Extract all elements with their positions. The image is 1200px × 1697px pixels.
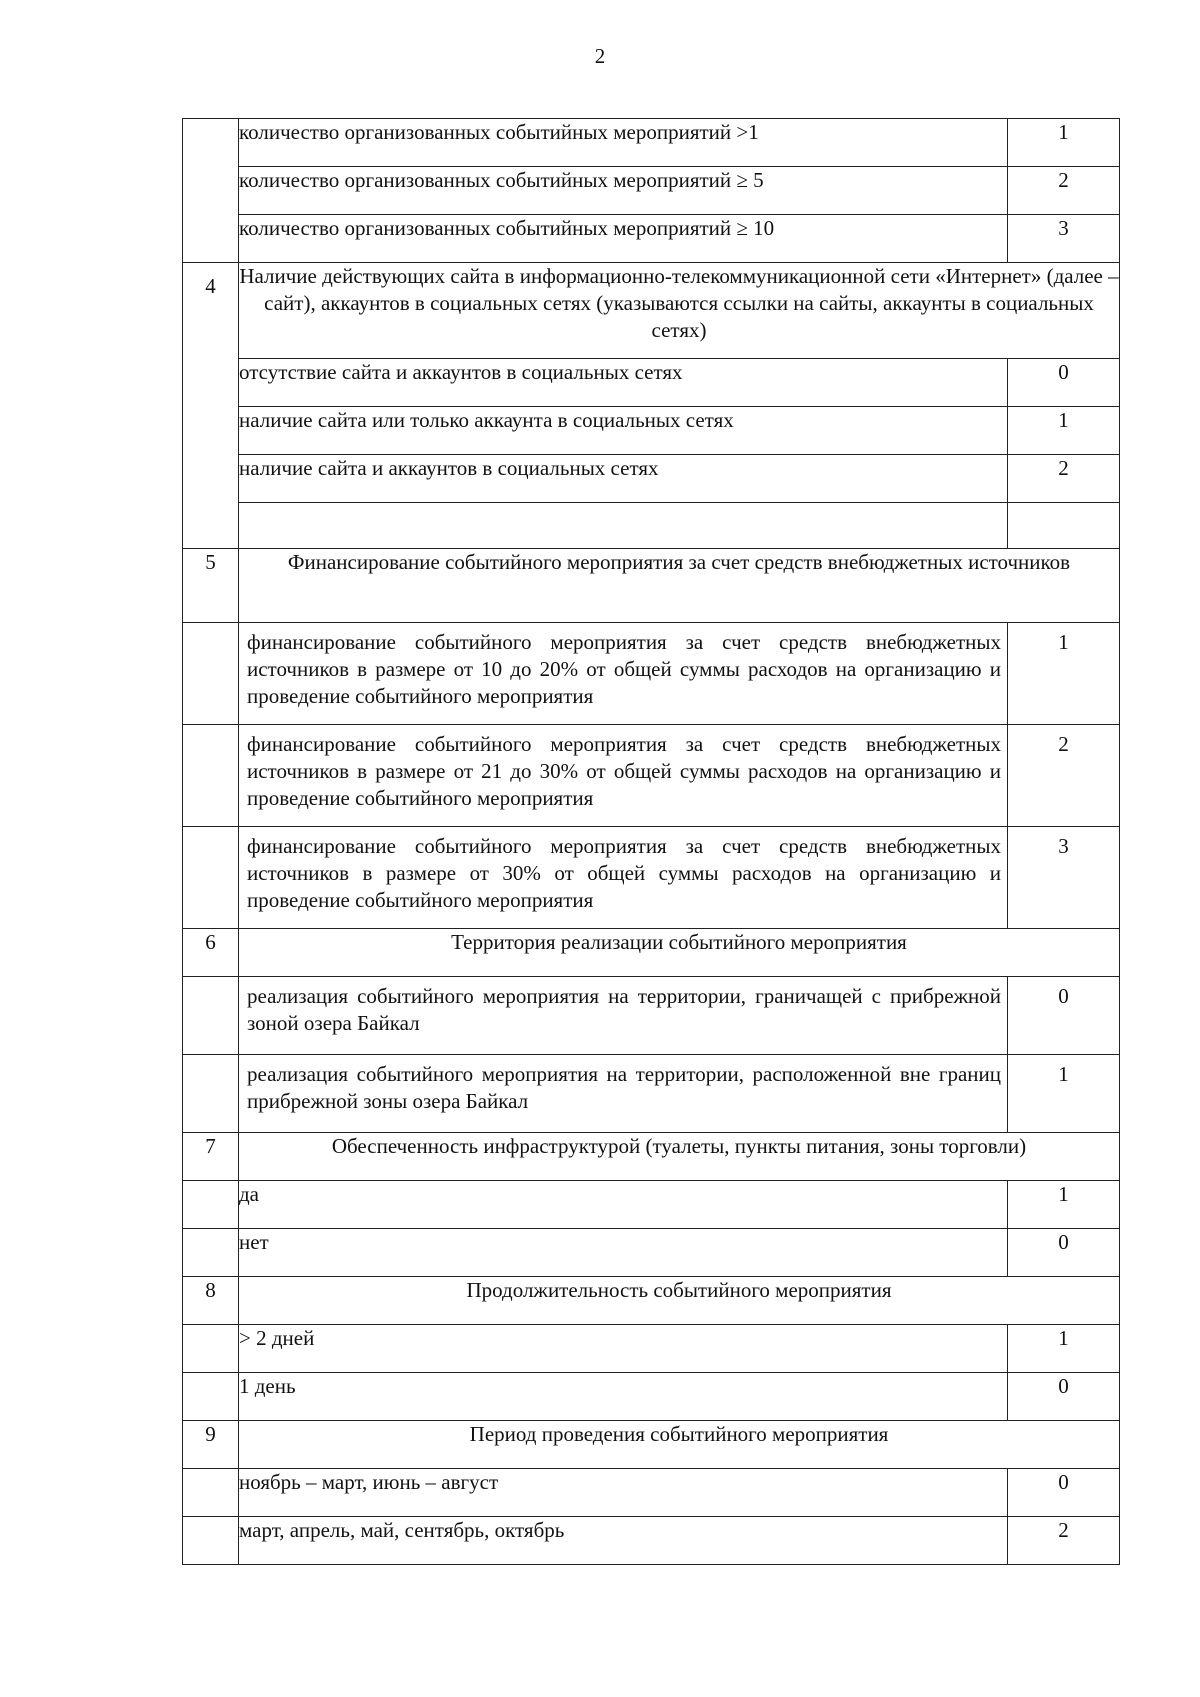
option-text: > 2 дней [239, 1325, 1008, 1373]
row-number-cell [183, 119, 239, 263]
option-text: нет [239, 1229, 1008, 1277]
table-row [183, 1469, 1120, 1517]
option-text: количество организованных событийных мероприятий >1 [239, 119, 1008, 167]
section-header-row [183, 1421, 1120, 1469]
option-text: ноябрь – март, июнь – август [239, 1469, 1008, 1517]
empty-cell [239, 503, 1008, 549]
option-text: финансирование событийного мероприятия за счет средств внебюджетных источников в размере от 10 до 20% от общей суммы расходов на организацию и проведение событийного мероприятия [239, 623, 1008, 725]
criteria-table [182, 118, 1120, 1565]
section-header-row [183, 549, 1120, 623]
table-row [183, 1517, 1120, 1565]
row-number-cell [183, 725, 239, 827]
section-title: Наличие действующих сайта в информационно-телекоммуникационной сети «Интернет» (далее – сайт), аккаунтов в социальных сетях (указываются ссылки на сайты, аккаунты в социальных сетях) [239, 263, 1120, 359]
table-row [183, 1055, 1120, 1133]
table-row [183, 827, 1120, 929]
section-number: 7 [183, 1133, 239, 1181]
option-score: 1 [1008, 119, 1120, 167]
section-header-row [183, 263, 1120, 359]
section-number: 5 [183, 549, 239, 623]
option-score: 1 [1008, 623, 1120, 725]
row-number-cell [183, 1229, 239, 1277]
section-title: Период проведения событийного мероприятия [239, 1421, 1120, 1469]
option-score: 2 [1008, 167, 1120, 215]
section-number: 8 [183, 1277, 239, 1325]
row-number-cell [183, 1181, 239, 1229]
section-title: Обеспеченность инфраструктурой (туалеты, пункты питания, зоны торговли) [239, 1133, 1120, 1181]
row-number-cell [183, 1325, 239, 1373]
table-row [183, 359, 1120, 407]
option-score: 1 [1008, 1181, 1120, 1229]
option-text: количество организованных событийных мероприятий ≥ 5 [239, 167, 1008, 215]
row-number-cell [183, 827, 239, 929]
row-number-cell [183, 1517, 239, 1565]
option-score: 3 [1008, 215, 1120, 263]
option-score: 2 [1008, 1517, 1120, 1565]
option-score: 0 [1008, 359, 1120, 407]
option-text: финансирование событийного мероприятия за счет средств внебюджетных источников в размере от 30% от общей суммы расходов на организацию и проведение событийного мероприятия [239, 827, 1008, 929]
option-text: 1 день [239, 1373, 1008, 1421]
section-header-row [183, 929, 1120, 977]
option-score: 0 [1008, 977, 1120, 1055]
option-text: да [239, 1181, 1008, 1229]
section-number: 4 [183, 263, 239, 549]
row-number-cell [183, 1373, 239, 1421]
option-score: 2 [1008, 725, 1120, 827]
section-title: Финансирование событийного мероприятия за счет средств внебюджетных источников [239, 549, 1120, 623]
table-row [183, 167, 1120, 215]
table-row [183, 623, 1120, 725]
table-row [183, 119, 1120, 167]
section-title: Территория реализации событийного мероприятия [239, 929, 1120, 977]
option-score: 2 [1008, 455, 1120, 503]
option-score: 0 [1008, 1373, 1120, 1421]
option-score: 1 [1008, 1325, 1120, 1373]
row-number-cell [183, 623, 239, 725]
empty-cell [1008, 503, 1120, 549]
table-row [183, 1229, 1120, 1277]
section-header-row [183, 1133, 1120, 1181]
section-title: Продолжительность событийного мероприятия [239, 1277, 1120, 1325]
empty-row [183, 503, 1120, 549]
option-text: отсутствие сайта и аккаунтов в социальных сетях [239, 359, 1008, 407]
option-score: 1 [1008, 407, 1120, 455]
option-text: наличие сайта и аккаунтов в социальных сетях [239, 455, 1008, 503]
page-number: 2 [594, 44, 606, 68]
table-row [183, 1181, 1120, 1229]
option-text: наличие сайта или только аккаунта в социальных сетях [239, 407, 1008, 455]
section-number: 6 [183, 929, 239, 977]
table-row [183, 1325, 1120, 1373]
row-number-cell [183, 977, 239, 1055]
table-row [183, 977, 1120, 1055]
option-score: 0 [1008, 1229, 1120, 1277]
table-row [183, 455, 1120, 503]
option-text: количество организованных событийных мероприятий ≥ 10 [239, 215, 1008, 263]
table-row [183, 1373, 1120, 1421]
table-row [183, 725, 1120, 827]
option-text: реализация событийного мероприятия на территории, расположенной вне границ прибрежной зоны озера Байкал [239, 1055, 1008, 1133]
option-score: 3 [1008, 827, 1120, 929]
option-text: март, апрель, май, сентябрь, октябрь [239, 1517, 1008, 1565]
option-score: 1 [1008, 1055, 1120, 1133]
table-row [183, 215, 1120, 263]
section-number: 9 [183, 1421, 239, 1469]
section-header-row [183, 1277, 1120, 1325]
option-text: финансирование событийного мероприятия за счет средств внебюджетных источников в размере от 21 до 30% от общей суммы расходов на организацию и проведение событийного мероприятия [239, 725, 1008, 827]
option-text: реализация событийного мероприятия на территории, граничащей с прибрежной зоной озера Байкал [239, 977, 1008, 1055]
option-score: 0 [1008, 1469, 1120, 1517]
table-row [183, 407, 1120, 455]
row-number-cell [183, 1469, 239, 1517]
row-number-cell [183, 1055, 239, 1133]
